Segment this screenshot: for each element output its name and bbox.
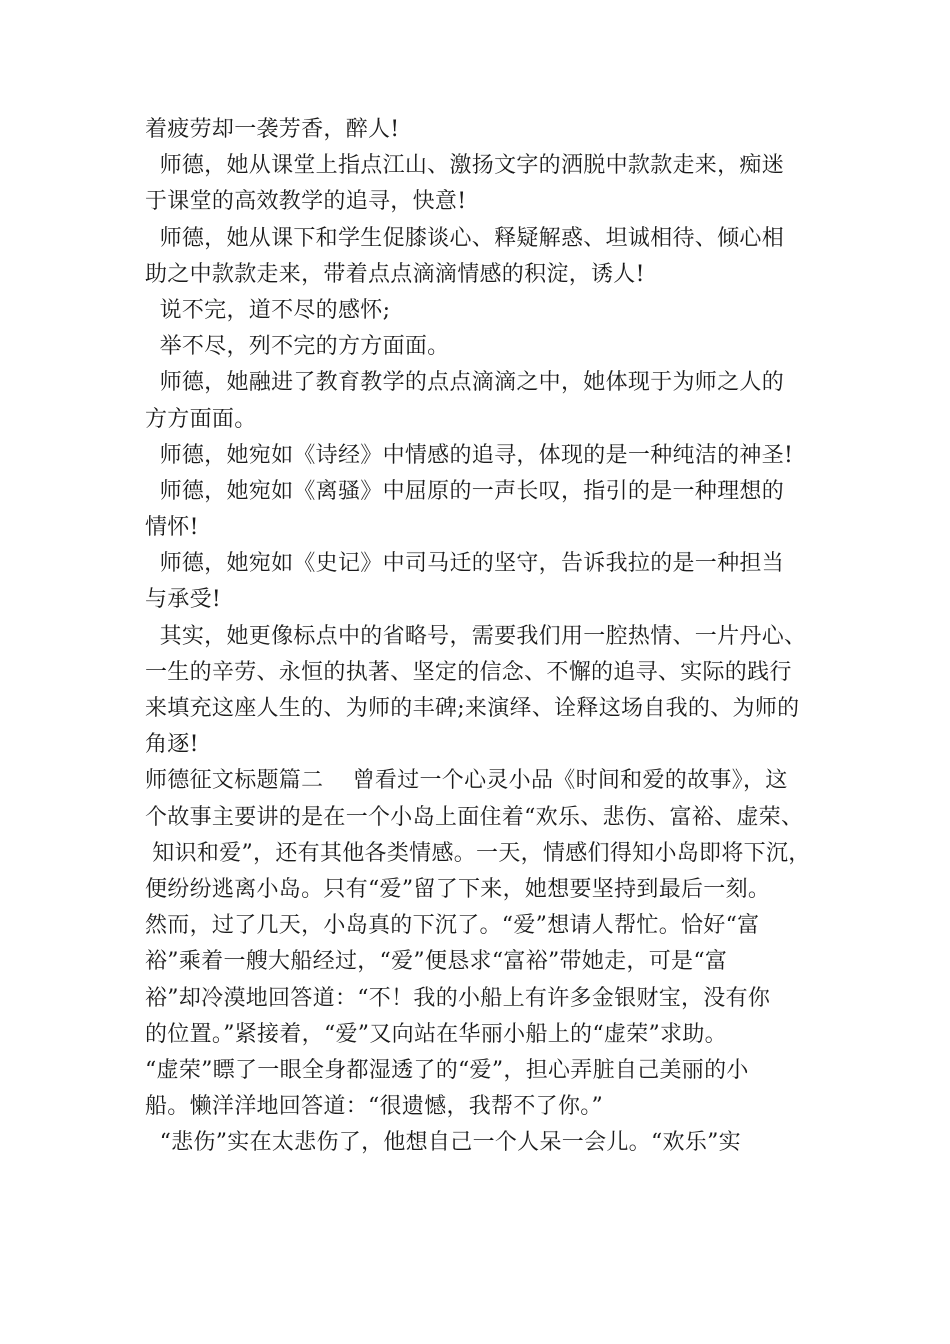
text-line: 便纷纷逃离小岛。只有“爱”留了下来，她想要坚持到最后一刻。 xyxy=(145,876,771,902)
text-line: 师德，她宛如《诗经》中情感的追寻，体现的是一种纯洁的神圣! xyxy=(145,442,794,468)
text-line: 举不尽，列不完的方方面面。 xyxy=(145,334,450,360)
text-line: “悲伤”实在太悲伤了，他想自己一个人呆一会儿。“欢乐”实 xyxy=(145,1130,741,1156)
text-line: 师德，她宛如《离骚》中屈原的一声长叹，指引的是一种理想的 xyxy=(145,478,784,504)
text-line: 一生的辛劳、永恒的执著、坚定的信念、不懈的追寻、实际的践行 xyxy=(145,659,792,685)
text-line: “虚荣”瞟了一眼全身都湿透了的“爱”，担心弄脏自己美丽的小 xyxy=(145,1057,749,1083)
text-line: 然而，过了几天，小岛真的下沉了。“爱”想请人帮忙。恰好“富 xyxy=(145,913,760,939)
body-text xyxy=(145,112,825,1161)
text-line: 师德征文标题篇二 曾看过一个心灵小品《时间和爱的故事》，这 xyxy=(145,768,788,794)
text-line: 与承受! xyxy=(145,587,222,613)
text-line: 个故事主要讲的是在一个小岛上面住着“欢乐、悲伤、富裕、虚荣、 xyxy=(145,804,804,830)
text-line: 船。懒洋洋地回答道：“很遗憾，我帮不了你。” xyxy=(145,1094,604,1120)
text-line: 助之中款款走来，带着点点滴滴情感的积淀，诱人! xyxy=(145,261,645,287)
text-line: 师德，她融进了教育教学的点点滴滴之中，她体现于为师之人的 xyxy=(145,370,784,396)
text-line: 裕”乘着一艘大船经过，“爱”便恳求“富裕”带她走，可是“富 xyxy=(145,949,728,975)
text-line: 的位置。”紧接着，“爱”又向站在华丽小船上的“虚荣”求助。 xyxy=(145,1021,727,1047)
text-line: 说不完，道不尽的感怀; xyxy=(145,297,391,323)
text-line: 其实，她更像标点中的省略号，需要我们用一腔热情、一片丹心、 xyxy=(145,623,807,649)
text-line: 师德，她从课下和学生促膝谈心、释疑解惑、坦诚相待、倾心相 xyxy=(145,225,784,251)
text-line: 角逐! xyxy=(145,732,199,758)
text-line: 师德，她从课堂上指点江山、激扬文字的洒脱中款款走来，痴迷 xyxy=(145,153,784,179)
text-line: 来填充这座人生的、为师的丰碑;来演绎、诠释这场自我的、为师的 xyxy=(145,696,800,721)
text-line: 着疲劳却一袭芳香，醉人! xyxy=(145,117,400,142)
text-line: 于课堂的高效教学的追寻，快意! xyxy=(145,189,467,215)
text-line: 裕”却冷漠地回答道：“不！我的小船上有许多金银财宝，没有你 xyxy=(145,985,771,1011)
text-line: 方方面面。 xyxy=(145,406,257,432)
text-line: 师德，她宛如《史记》中司马迁的坚守，告诉我拉的是一种担当 xyxy=(145,551,784,577)
text-line: 情怀! xyxy=(145,515,199,541)
text-line: 知识和爱”，还有其他各类情感。一天，情感们得知小岛即将下沉， xyxy=(145,840,811,866)
